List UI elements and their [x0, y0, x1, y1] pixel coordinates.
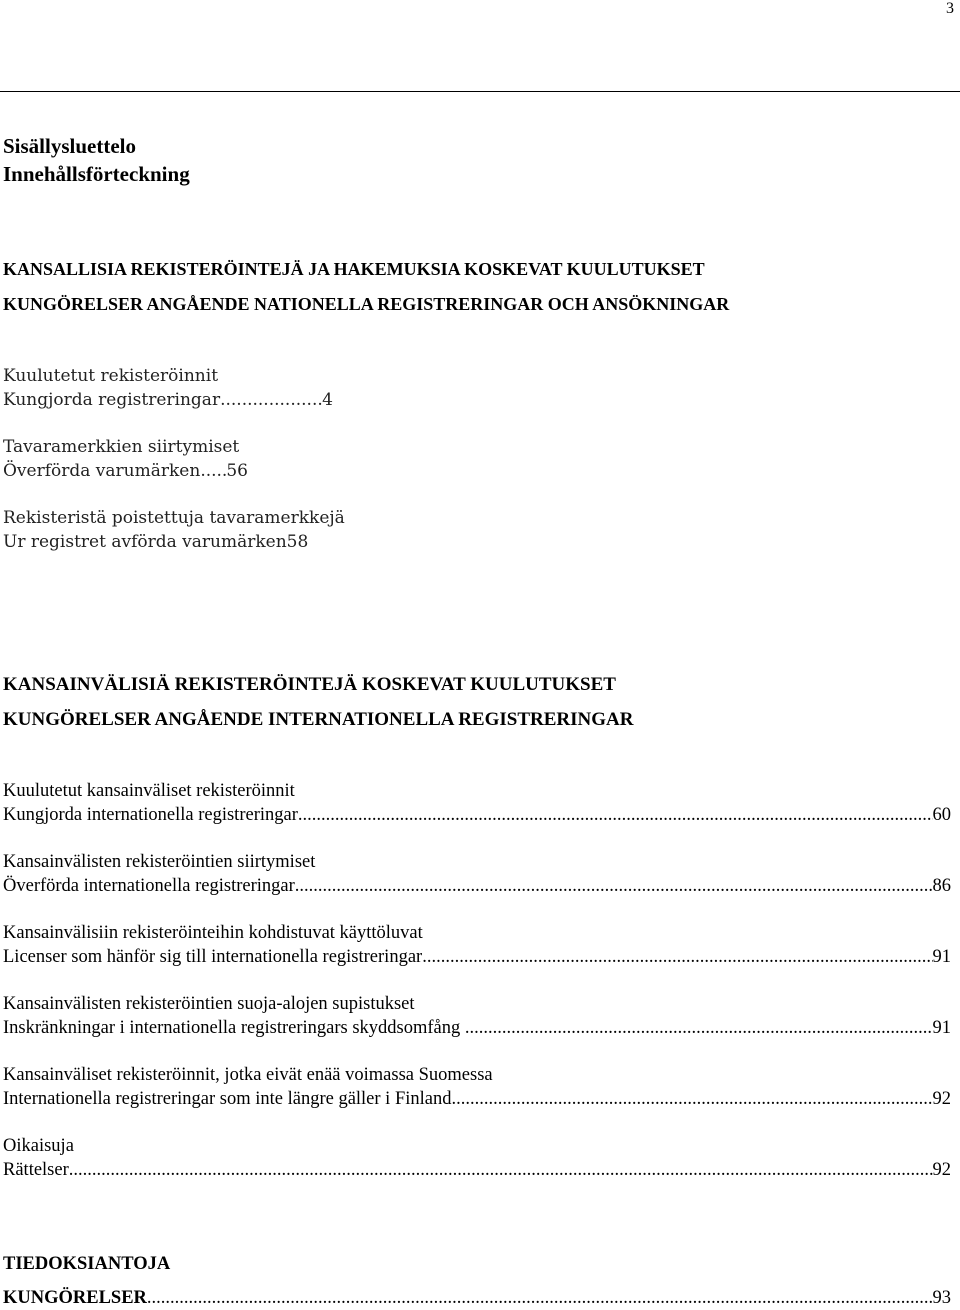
toc-leader-dots: [147, 1286, 933, 1310]
toc-entry-inskrankningar[interactable]: [3, 992, 951, 1040]
toc-entry-fi: Kuulutetut rekisteröinnit: [3, 366, 219, 386]
title-swedish: Innehållsförteckning: [3, 162, 190, 186]
toc-entry-sv: Rättelser: [3, 1160, 69, 1180]
toc-page-number: 58: [286, 532, 309, 552]
toc-entry-overforda-internationella[interactable]: [3, 850, 951, 898]
toc-entry-sv: Inskränkningar i internationella registreringars skyddsomfång: [3, 1018, 465, 1038]
document-titles: [3, 132, 190, 188]
toc-entry-kungorelser[interactable]: [3, 1252, 951, 1310]
toc-entry-line: [3, 459, 248, 483]
toc-leader-dots: [422, 945, 932, 969]
toc-entry-sv: Licenser som hänför sig till internationella registreringar: [3, 947, 423, 967]
toc-page-number: 4: [322, 390, 333, 410]
toc-entry-line: [3, 1087, 951, 1111]
toc-entry-fi: Rekisteristä poistettuja tavaramerkkejä: [3, 508, 345, 528]
toc-entry-fi: Tavaramerkkien siirtymiset: [3, 437, 240, 457]
toc-page-number: 93: [932, 1288, 951, 1308]
toc-entry-sv: Överförda internationella registreringar: [3, 876, 295, 896]
toc-page-number: 91: [932, 1018, 951, 1038]
toc-leader-dots: [465, 1016, 933, 1040]
toc-entry-fi: Kansainvälisten rekisteröintien suoja-alojen supistukset: [3, 994, 415, 1014]
toc-entry-fi: Oikaisuja: [3, 1136, 74, 1156]
toc-leader-dots: [200, 459, 226, 483]
section1-heading-fi: KANSALLISIA REKISTERÖINTEJÄ JA HAKEMUKSIA KOSKEVAT KUULUTUKSET: [3, 259, 705, 279]
toc-entry-line: [3, 1158, 951, 1182]
toc-leader-dots: [295, 874, 933, 898]
toc-entry-line: [3, 1016, 951, 1040]
toc-entry-licenser[interactable]: [3, 921, 951, 969]
toc-entry-line: [3, 530, 309, 554]
toc-entry-avforda-varumarken[interactable]: [3, 506, 951, 554]
toc-entry-inte-langre-galler[interactable]: [3, 1063, 951, 1111]
toc-page-number: 56: [226, 461, 248, 481]
toc-entry-line: [3, 945, 951, 969]
toc-entry-line: [3, 803, 951, 827]
toc-entry-fi: Kansainvälisten rekisteröintien siirtymiset: [3, 852, 316, 872]
toc-entry-fi: Kansainvälisiin rekisteröinteihin kohdistuvat käyttöluvat: [3, 923, 423, 943]
toc-entry-line: [3, 1286, 951, 1310]
toc-page-number: 92: [932, 1160, 951, 1180]
toc-entry-sv: Kungjorda registreringar: [3, 390, 221, 410]
toc-entry-kungjorda-internationella[interactable]: [3, 779, 951, 827]
toc-page-number: 91: [932, 947, 951, 967]
section1-heading: [3, 252, 729, 322]
section2-heading-fi: KANSAINVÄLISIÄ REKISTERÖINTEJÄ KOSKEVAT KUULUTUKSET: [3, 674, 616, 695]
toc-entry-fi: Kansainväliset rekisteröinnit, jotka eivät enää voimassa Suomessa: [3, 1065, 493, 1085]
toc-leader-dots: [69, 1158, 933, 1182]
toc-entry-line: [3, 388, 333, 412]
toc-leader-dots: [298, 803, 933, 827]
toc-entry-overforda-varumarken[interactable]: [3, 435, 951, 483]
section3-heading-sv: KUNGÖRELSER: [3, 1288, 147, 1308]
section1-heading-sv: KUNGÖRELSER ANGÅENDE NATIONELLA REGISTRERINGAR OCH ANSÖKNINGAR: [3, 294, 730, 314]
section2-heading-sv: KUNGÖRELSER ANGÅENDE INTERNATIONELLA REGISTRERINGAR: [3, 709, 634, 730]
toc-leader-dots: [220, 388, 322, 412]
toc-entry-sv: Internationella registreringar som inte längre gäller i Finland: [3, 1089, 452, 1109]
toc-entry-rattelser[interactable]: [3, 1134, 951, 1182]
toc-leader-dots: [451, 1087, 932, 1111]
toc-page-number: 86: [932, 876, 951, 896]
toc-entry-sv: Överförda varumärken: [3, 461, 201, 481]
toc-entry-sv: Kungjorda internationella registreringar: [3, 805, 298, 825]
page-number: 3: [946, 0, 954, 17]
toc-page-number: 92: [932, 1089, 951, 1109]
header-divider: [0, 91, 960, 92]
section3-heading-fi: TIEDOKSIANTOJA: [3, 1254, 171, 1274]
toc-entry-line: [3, 874, 951, 898]
toc-entry-kungjorda-registreringar[interactable]: [3, 364, 951, 412]
toc-page-number: 60: [932, 805, 951, 825]
section2-heading: [3, 667, 633, 737]
toc-entry-fi: Kuulutetut kansainväliset rekisteröinnit: [3, 781, 295, 801]
title-finnish: Sisällysluettelo: [3, 134, 137, 158]
toc-entry-sv: Ur registret avförda varumärken: [3, 532, 287, 552]
